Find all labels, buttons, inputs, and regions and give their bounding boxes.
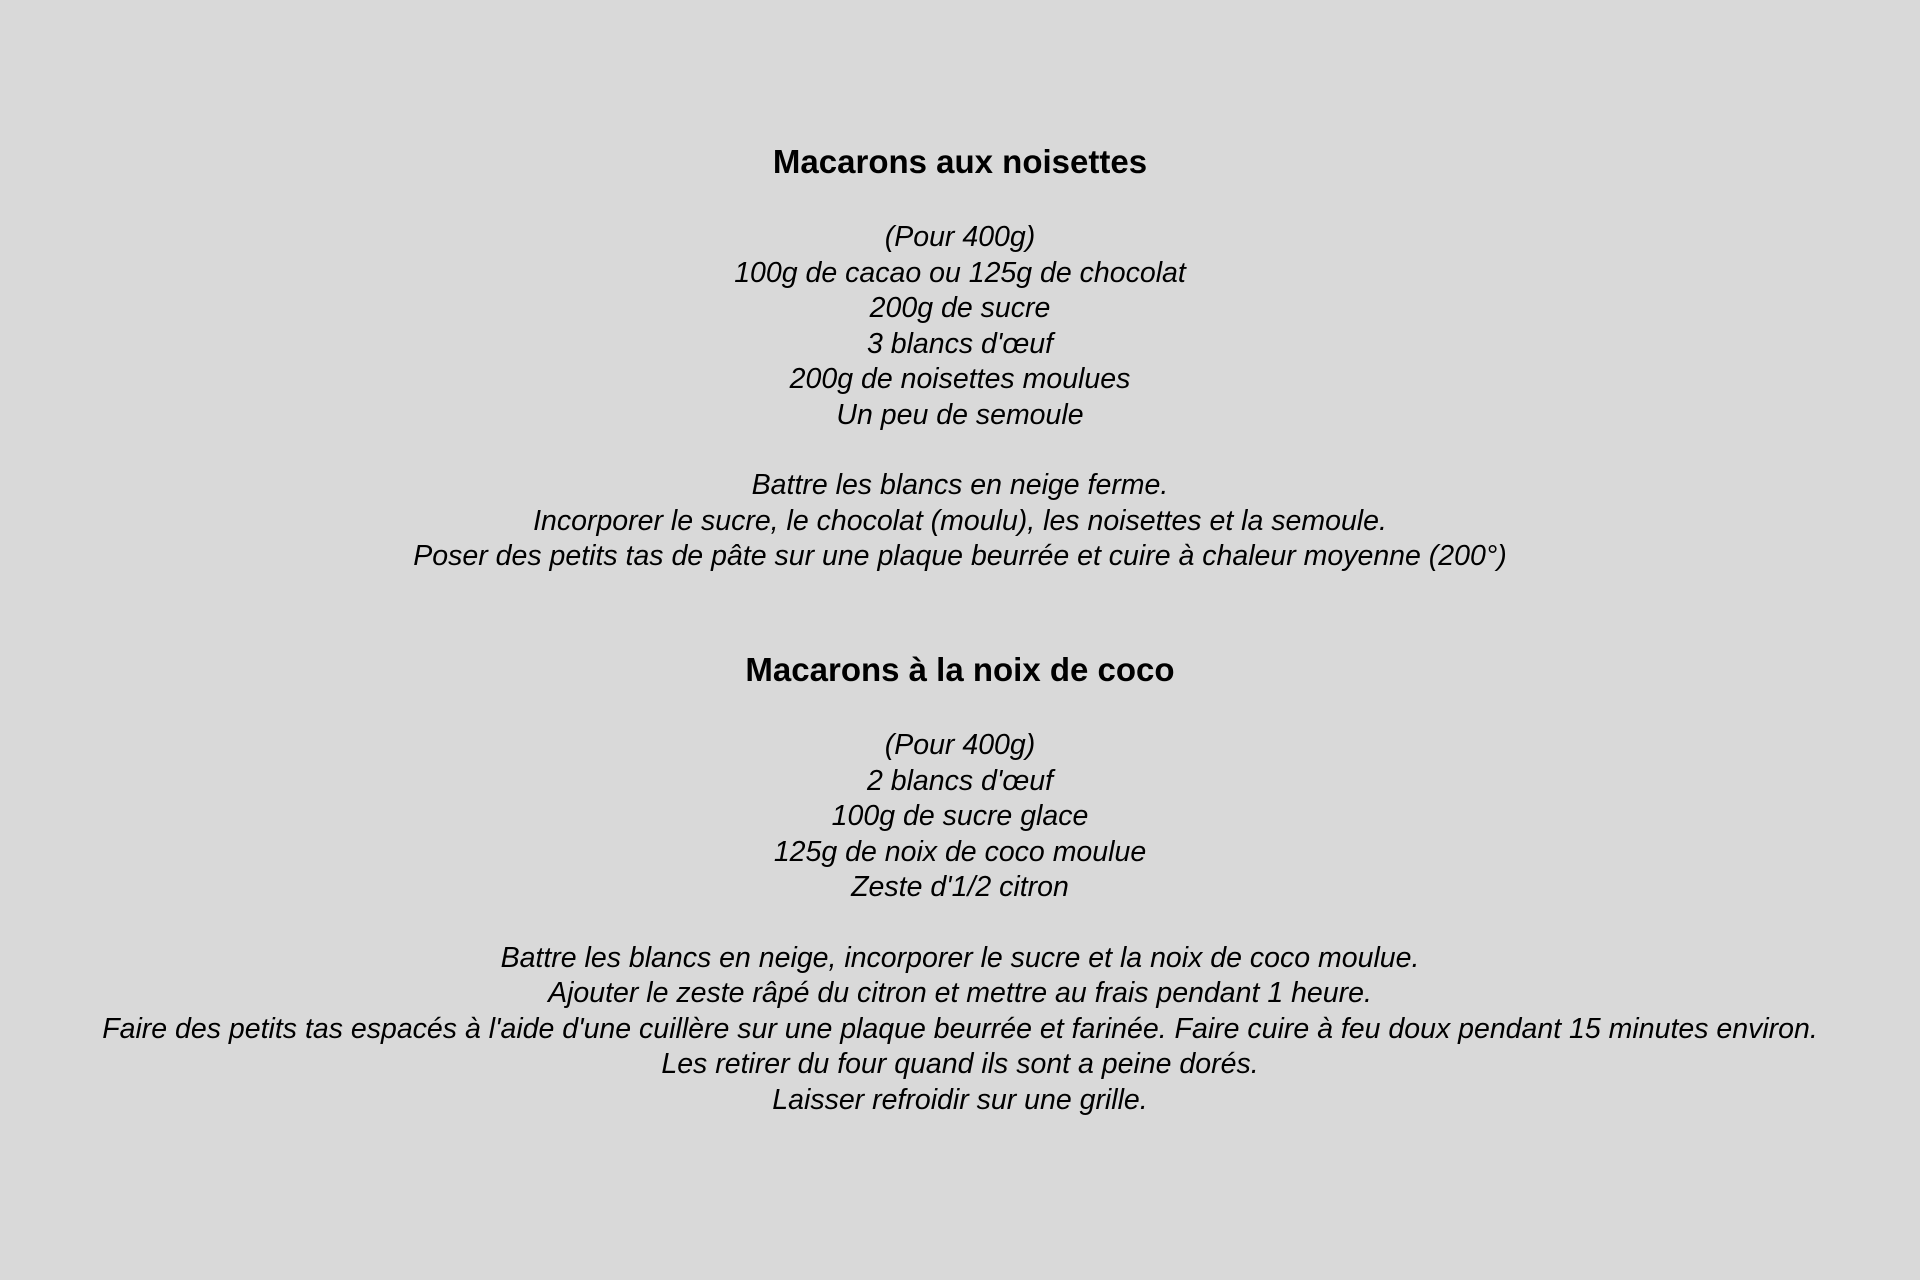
ingredient-line: Zeste d'1/2 citron [851,871,1069,903]
instruction-line: Faire des petits tas espacés à l'aide d'une cuillère sur une plaque beurrée et farinée. Faire cuire à feu doux pendant 15 minutes environ. [102,1012,1818,1045]
instruction-line: Les retirer du four quand ils sont a peine dorés. [661,1048,1259,1080]
ingredient-line: (Pour 400g) [884,729,1036,761]
instruction-line: Battre les blancs en neige, incorporer le sucre et la noix de coco moulue. [500,941,1420,974]
ingredient-line: 100g de sucre glace [831,800,1089,832]
ingredient-line: 125g de noix de coco moulue [773,835,1147,868]
ingredients-list [0,220,1920,433]
instruction-line: Laisser refroidir sur une grille. [772,1083,1148,1116]
ingredient-line: 2 blancs d'œuf [866,764,1054,797]
ingredient-line: 100g de cacao ou 125g de chocolat [734,256,1186,289]
instructions-list [0,941,1920,1119]
instruction-line: Incorporer le sucre, le chocolat (moulu), les noisettes et la semoule. [533,504,1387,537]
ingredient-line: Un peu de semoule [836,398,1084,431]
instruction-line: Battre les blancs en neige ferme. [751,469,1169,501]
ingredients-list [0,728,1920,906]
ingredient-line: 3 blancs d'œuf [866,327,1054,360]
ingredient-line: 200g de noisettes moulues [789,363,1131,395]
ingredient-line: (Pour 400g) [884,221,1036,253]
recipe-title: Macarons aux noisettes [772,143,1148,180]
recipe-title: Macarons à la noix de coco [745,651,1175,688]
ingredient-line: 200g de sucre [869,292,1051,324]
instructions-list [0,468,1920,575]
instruction-line: Ajouter le zeste râpé du citron et mettre au frais pendant 1 heure. [548,977,1372,1009]
recipe-coconut-macarons [0,646,1920,1118]
recipe-hazelnut-macarons [0,138,1920,575]
instruction-line: Poser des petits tas de pâte sur une plaque beurrée et cuire à chaleur moyenne (200°) [413,540,1507,572]
